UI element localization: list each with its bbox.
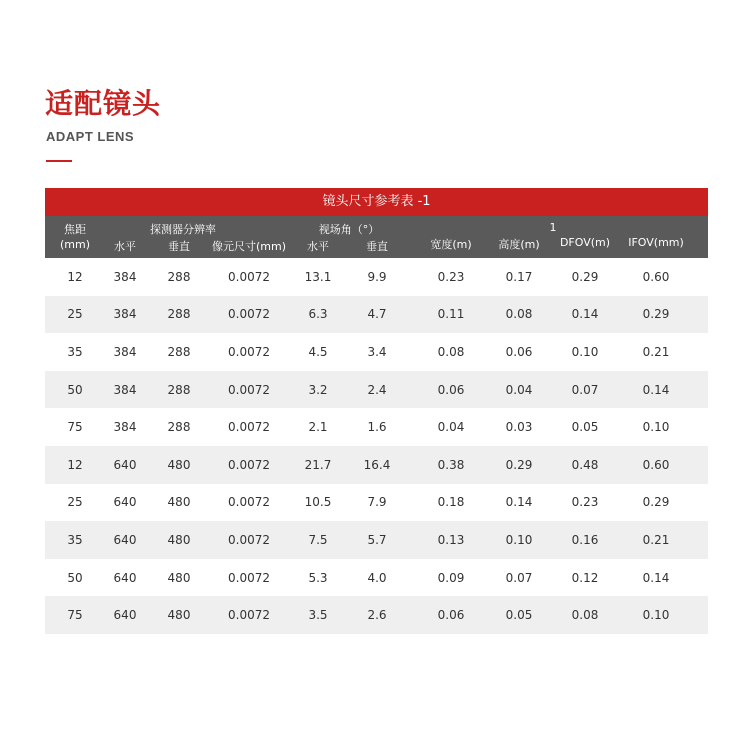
cell-fov-v: 5.7 <box>367 532 387 547</box>
table-row <box>45 521 708 559</box>
table-header <box>45 216 708 258</box>
cell-dfov: 0.12 <box>571 570 599 585</box>
cell-height: 0.07 <box>505 570 533 585</box>
header-fov-group: 视场角（°） <box>318 223 380 236</box>
cell-det-h: 384 <box>113 344 137 359</box>
cell-dfov: 0.08 <box>571 608 599 623</box>
cell-fov-v: 7.9 <box>367 495 387 510</box>
cell-fov-v: 3.4 <box>367 344 387 359</box>
header-detector-v: 垂直 <box>168 240 190 253</box>
header-detector-h: 水平 <box>114 240 136 253</box>
cell-height: 0.03 <box>505 420 533 435</box>
header-focal-unit: (mm) <box>59 238 91 251</box>
cell-width: 0.08 <box>437 344 465 359</box>
cell-fov-v: 1.6 <box>367 420 387 435</box>
cell-det-v: 480 <box>167 532 191 547</box>
cell-ifov: 0.10 <box>642 608 670 623</box>
cell-pixel: 0.0072 <box>228 570 270 585</box>
cell-dfov: 0.48 <box>571 457 599 472</box>
cell-width: 0.13 <box>437 532 465 547</box>
table-row <box>45 371 708 409</box>
cell-ifov: 0.14 <box>642 382 670 397</box>
cell-det-h: 384 <box>113 269 137 284</box>
cell-height: 0.05 <box>505 608 533 623</box>
cell-dfov: 0.29 <box>571 269 599 284</box>
cell-fov-h: 10.5 <box>304 495 332 510</box>
table-row <box>45 446 708 484</box>
table-row <box>45 333 708 371</box>
cell-ifov: 0.29 <box>642 307 670 322</box>
table-row <box>45 296 708 334</box>
cell-focal: 12 <box>67 457 83 472</box>
cell-width: 0.09 <box>437 570 465 585</box>
header-fov-h: 水平 <box>307 240 329 253</box>
cell-dfov: 0.23 <box>571 495 599 510</box>
cell-height: 0.08 <box>505 307 533 322</box>
cell-focal: 75 <box>67 608 83 623</box>
cell-ifov: 0.14 <box>642 570 670 585</box>
cell-focal: 50 <box>67 382 83 397</box>
header-ifov: IFOV(mm) <box>628 236 684 249</box>
lens-table <box>45 188 708 634</box>
cell-width: 0.04 <box>437 420 465 435</box>
cell-det-h: 640 <box>113 495 137 510</box>
cell-fov-v: 16.4 <box>363 457 391 472</box>
cell-dfov: 0.05 <box>571 420 599 435</box>
cell-ifov: 0.21 <box>642 532 670 547</box>
header-height: 高度(m) <box>498 238 540 251</box>
cell-fov-h: 4.5 <box>308 344 328 359</box>
cell-dfov: 0.16 <box>571 532 599 547</box>
cell-ifov: 0.21 <box>642 344 670 359</box>
cell-fov-h: 3.2 <box>308 382 328 397</box>
cell-pixel: 0.0072 <box>228 344 270 359</box>
cell-det-h: 384 <box>113 307 137 322</box>
cell-ifov: 0.10 <box>642 420 670 435</box>
cell-fov-h: 3.5 <box>308 608 328 623</box>
cell-fov-h: 5.3 <box>308 570 328 585</box>
cell-focal: 75 <box>67 420 83 435</box>
page-subtitle: ADAPT LENS <box>46 129 135 144</box>
cell-fov-h: 2.1 <box>308 420 328 435</box>
cell-det-v: 288 <box>167 307 191 322</box>
cell-fov-v: 9.9 <box>367 269 387 284</box>
table-row <box>45 559 708 597</box>
cell-det-h: 640 <box>113 457 137 472</box>
cell-width: 0.38 <box>437 457 465 472</box>
cell-fov-h: 13.1 <box>304 269 332 284</box>
cell-focal: 12 <box>67 269 83 284</box>
cell-det-h: 640 <box>113 570 137 585</box>
cell-det-v: 480 <box>167 608 191 623</box>
cell-det-v: 288 <box>167 269 191 284</box>
header-fov-v: 垂直 <box>366 240 388 253</box>
cell-height: 0.29 <box>505 457 533 472</box>
cell-ifov: 0.29 <box>642 495 670 510</box>
cell-pixel: 0.0072 <box>228 420 270 435</box>
cell-dfov: 0.10 <box>571 344 599 359</box>
cell-height: 0.04 <box>505 382 533 397</box>
cell-pixel: 0.0072 <box>228 307 270 322</box>
cell-focal: 25 <box>67 307 83 322</box>
cell-pixel: 0.0072 <box>228 457 270 472</box>
cell-det-v: 288 <box>167 382 191 397</box>
cell-ifov: 0.60 <box>642 269 670 284</box>
cell-fov-v: 4.7 <box>367 307 387 322</box>
cell-width: 0.06 <box>437 608 465 623</box>
header-focal: 焦距 <box>64 223 86 236</box>
cell-det-v: 288 <box>167 344 191 359</box>
cell-dfov: 0.14 <box>571 307 599 322</box>
table-row <box>45 408 708 446</box>
cell-fov-h: 7.5 <box>308 532 328 547</box>
cell-det-v: 480 <box>167 457 191 472</box>
cell-width: 0.23 <box>437 269 465 284</box>
page-title: 适配镜头 <box>45 87 162 120</box>
cell-focal: 35 <box>67 344 83 359</box>
cell-pixel: 0.0072 <box>228 495 270 510</box>
cell-height: 0.06 <box>505 344 533 359</box>
cell-det-h: 640 <box>113 532 137 547</box>
cell-det-v: 480 <box>167 570 191 585</box>
table-caption: 镜头尺寸参考表 -1 <box>45 188 708 216</box>
header-pixel-size: 像元尺寸(mm) <box>211 240 287 253</box>
title-underline <box>46 160 72 162</box>
cell-det-v: 288 <box>167 420 191 435</box>
cell-ifov: 0.60 <box>642 457 670 472</box>
cell-det-h: 384 <box>113 382 137 397</box>
cell-det-v: 480 <box>167 495 191 510</box>
cell-fov-v: 2.4 <box>367 382 387 397</box>
cell-fov-v: 4.0 <box>367 570 387 585</box>
cell-pixel: 0.0072 <box>228 532 270 547</box>
cell-fov-h: 21.7 <box>304 457 332 472</box>
cell-focal: 50 <box>67 570 83 585</box>
table-body <box>45 258 708 634</box>
cell-fov-h: 6.3 <box>308 307 328 322</box>
cell-dfov: 0.07 <box>571 382 599 397</box>
cell-height: 0.14 <box>505 495 533 510</box>
cell-height: 0.10 <box>505 532 533 547</box>
cell-pixel: 0.0072 <box>228 608 270 623</box>
table-row <box>45 484 708 522</box>
cell-fov-v: 2.6 <box>367 608 387 623</box>
cell-height: 0.17 <box>505 269 533 284</box>
header-dfov: DFOV(m) <box>559 236 611 249</box>
cell-width: 0.06 <box>437 382 465 397</box>
header-detector-group: 探测器分辨率 <box>150 223 216 236</box>
table-row <box>45 258 708 296</box>
cell-pixel: 0.0072 <box>228 382 270 397</box>
header-group-1: 1 <box>549 221 557 234</box>
cell-det-h: 640 <box>113 608 137 623</box>
cell-det-h: 384 <box>113 420 137 435</box>
cell-width: 0.11 <box>437 307 465 322</box>
cell-focal: 25 <box>67 495 83 510</box>
cell-focal: 35 <box>67 532 83 547</box>
cell-width: 0.18 <box>437 495 465 510</box>
table-row <box>45 596 708 634</box>
header-width: 宽度(m) <box>430 238 472 251</box>
cell-pixel: 0.0072 <box>228 269 270 284</box>
